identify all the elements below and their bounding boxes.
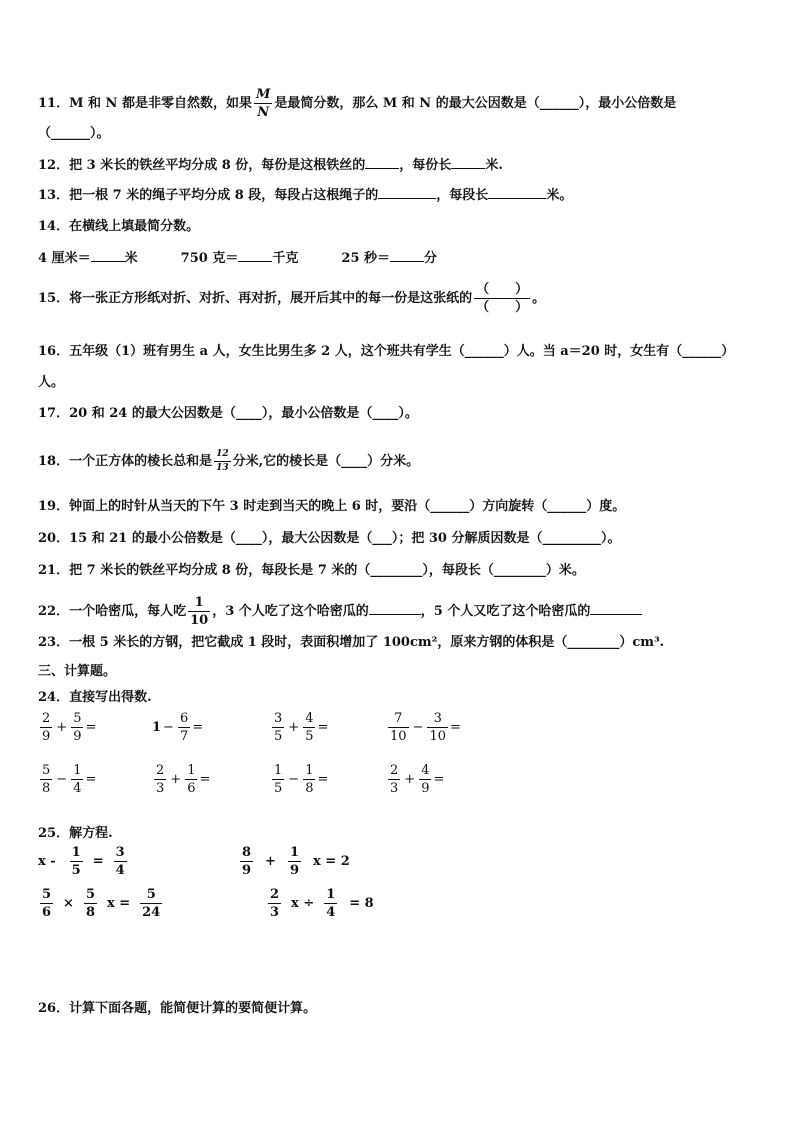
q13-text-b: ，每段长 — [436, 188, 489, 203]
denominator: 5 — [274, 781, 283, 796]
operator: + — [170, 772, 182, 787]
q11-text-b: 是最简分数，那么 M 和 N 的最大公因数是（______），最小公倍数是 — [274, 96, 677, 111]
q24-expression — [386, 764, 444, 795]
q20-text: 15 和 21 的最小公倍数是（____），最大公因数是（___）；把 30 分解质因数是（_________）。 — [69, 531, 621, 546]
q14-item1-a: 4 厘米＝ — [38, 251, 91, 266]
eq1-n1: 1 — [71, 845, 81, 860]
eq2-n2: 1 — [289, 845, 299, 860]
numerator: 6 — [179, 711, 189, 726]
q18-denominator: 13 — [216, 463, 229, 473]
operator: − — [56, 772, 68, 787]
fraction — [154, 764, 166, 795]
fraction — [388, 712, 409, 743]
question-19 — [38, 498, 625, 516]
fraction — [388, 764, 400, 795]
q16-text-a: 五年级（1）班有男生 a 人，女生比男生多 2 人，这个班共有学生（______）人。当 a＝20 时，女生有（______） — [69, 344, 735, 359]
denominator: 8 — [305, 781, 314, 796]
q20-number: 20． — [38, 531, 70, 546]
question-11 — [38, 88, 676, 119]
eq3-frac-3 — [140, 888, 162, 919]
eq2-d2: 9 — [289, 863, 299, 878]
eq3-n3: 5 — [140, 888, 162, 904]
q24-expression — [38, 764, 96, 795]
eq4-d1: 3 — [270, 905, 280, 920]
eq3-mid: x = — [107, 896, 131, 911]
whole-number: 1 — [152, 720, 162, 735]
question-20 — [38, 530, 621, 548]
q21-text: 把 7 米长的铁丝平均分成 8 份，每段长是 7 米的（________），每段长（________）米。 — [69, 563, 585, 578]
numerator: 2 — [390, 763, 399, 778]
q21-number: 21． — [38, 563, 70, 578]
eq4-n1: 2 — [270, 887, 280, 902]
numerator: 4 — [305, 711, 314, 726]
q14-blank-3[interactable] — [390, 249, 424, 262]
q14-item2-b: 千克 — [272, 251, 299, 266]
eq2-frac-2 — [288, 846, 301, 877]
q15-denominator: （ ） — [476, 300, 529, 315]
eq3-d3: 24 — [142, 905, 161, 920]
q14-item3-a: 25 秒＝ — [341, 251, 391, 266]
eq2-d1: 9 — [242, 863, 252, 878]
eq3-frac-1 — [40, 888, 53, 919]
question-12 — [38, 156, 503, 175]
operator: − — [288, 772, 300, 787]
q22-number: 22． — [38, 604, 70, 619]
eq1-frac-1 — [70, 846, 83, 877]
equals-sign[interactable]: = — [199, 772, 211, 787]
operator: + — [404, 772, 416, 787]
question-26 — [38, 1000, 316, 1018]
numerator: 5 — [73, 711, 82, 726]
q25-equation-4 — [266, 888, 374, 919]
eq1-frac-2 — [114, 846, 127, 877]
q14-blank-2[interactable] — [238, 249, 272, 262]
q15-fraction-box[interactable] — [474, 283, 530, 314]
q14-item2-a: 750 克＝ — [180, 251, 239, 266]
numerator: 1 — [187, 763, 196, 778]
eq1-d2: 4 — [115, 863, 125, 878]
fraction — [303, 712, 315, 743]
q12-text-c: 米. — [485, 158, 503, 173]
q22-blank-2[interactable] — [590, 602, 642, 615]
q17-number: 17． — [38, 406, 70, 421]
q24-expression — [270, 712, 328, 743]
denominator: 7 — [179, 729, 189, 744]
numerator: 3 — [427, 712, 448, 728]
q24-expression — [152, 712, 203, 743]
fraction — [303, 764, 315, 795]
fraction — [71, 764, 83, 795]
question-14-items — [38, 249, 437, 268]
q12-text-b: ，每份长 — [399, 158, 452, 173]
denominator: 9 — [73, 729, 82, 744]
q16-number: 16． — [38, 344, 70, 359]
question-22 — [38, 596, 642, 627]
eq1-n2: 3 — [115, 845, 125, 860]
fraction — [272, 764, 284, 795]
q11-numerator: M — [255, 87, 271, 102]
denominator: 4 — [73, 781, 82, 796]
q14-item1-b: 米 — [124, 251, 138, 266]
denominator: 3 — [156, 781, 165, 796]
eq1-equals: = — [92, 854, 104, 869]
denominator: 10 — [429, 729, 446, 744]
q13-text-c: 米。 — [546, 188, 573, 203]
q19-text: 钟面上的时针从当天的下午 3 时走到当天的晚上 6 时，要沿（______）方向旋转（______）度。 — [69, 499, 626, 514]
eq3-times: × — [63, 896, 74, 911]
section-3-heading: 三、计算题。 — [38, 664, 117, 679]
q14-blank-1[interactable] — [91, 249, 125, 262]
q11-text-c: （______）。 — [38, 126, 110, 141]
eq2-frac-1 — [240, 846, 253, 877]
q18-text-a: 一个正方体的棱长总和是 — [69, 454, 213, 469]
q15-text-b: 。 — [532, 291, 546, 306]
q14-text: 在横线上填最简分数。 — [69, 219, 200, 234]
fraction — [427, 712, 448, 743]
question-23 — [38, 634, 664, 652]
fraction — [185, 764, 197, 795]
q14-item3-b: 分 — [424, 251, 438, 266]
q11-denominator: N — [257, 105, 270, 120]
operator: − — [163, 720, 174, 735]
q24-expression — [152, 764, 210, 795]
q18-text-b: 分米,它的棱长是（____）分米。 — [232, 454, 420, 469]
numerator: 3 — [274, 711, 283, 726]
eq4-frac-2 — [324, 888, 337, 919]
denominator: 8 — [42, 781, 51, 796]
q12-blank-2[interactable] — [451, 156, 485, 169]
q25-equation-1 — [38, 846, 129, 877]
eq1-d1: 5 — [71, 863, 81, 878]
eq2-n1: 8 — [242, 845, 252, 860]
q18-fraction — [214, 450, 231, 473]
question-15 — [38, 283, 545, 314]
q22-blank-1[interactable] — [369, 602, 421, 615]
numerator: 5 — [42, 763, 51, 778]
q24-expression — [38, 712, 96, 743]
denominator: 6 — [187, 781, 196, 796]
fraction — [71, 712, 83, 743]
question-14 — [38, 218, 199, 236]
numerator: 1 — [274, 763, 283, 778]
q14-number: 14． — [38, 219, 70, 234]
eq3-d1: 6 — [42, 905, 52, 920]
fraction — [40, 764, 52, 795]
equals-sign[interactable]: = — [317, 772, 329, 787]
question-17 — [38, 405, 418, 423]
question-13 — [38, 186, 572, 205]
eq3-d2: 8 — [85, 905, 95, 920]
eq3-frac-2 — [84, 888, 97, 919]
q24-expression — [386, 712, 461, 743]
denominator: 3 — [390, 781, 399, 796]
numerator: 4 — [421, 763, 430, 778]
eq1-x: x - — [38, 854, 56, 869]
denominator: 9 — [42, 729, 51, 744]
equals-sign[interactable]: = — [450, 720, 461, 735]
equals-sign[interactable]: = — [85, 772, 97, 787]
q13-blank-1[interactable] — [378, 186, 436, 199]
denominator: 10 — [390, 729, 407, 744]
q12-number: 12． — [38, 158, 70, 173]
fraction — [272, 712, 284, 743]
equals-sign[interactable]: = — [317, 720, 329, 735]
q22-text-b: ，3 个人吃了这个哈密瓜的 — [212, 604, 369, 619]
question-16 — [38, 343, 734, 361]
q18-number: 18． — [38, 454, 70, 469]
q11-fraction — [254, 88, 272, 119]
eq2-plus: + — [265, 854, 276, 869]
q22-denominator: 10 — [190, 613, 209, 628]
eq4-tail: = 8 — [349, 896, 374, 911]
eq4-d2: 4 — [326, 905, 336, 920]
question-21 — [38, 562, 585, 580]
operator: − — [412, 720, 424, 735]
q22-numerator: 1 — [188, 596, 210, 612]
q24-expression — [270, 764, 328, 795]
operator: + — [56, 720, 68, 735]
eq2-tail: x = 2 — [313, 854, 350, 869]
operator: + — [288, 720, 300, 735]
q13-number: 13． — [38, 188, 70, 203]
question-18 — [38, 450, 419, 473]
eq3-n2: 5 — [85, 887, 95, 902]
denominator: 5 — [274, 729, 283, 744]
numerator: 2 — [156, 763, 165, 778]
numerator: 1 — [305, 763, 314, 778]
q13-blank-2[interactable] — [488, 186, 546, 199]
eq3-n1: 5 — [42, 887, 52, 902]
equals-sign[interactable]: = — [192, 720, 204, 735]
q15-text-a: 将一张正方形纸对折、对折、再对折，展开后其中的每一份是这张纸的 — [69, 291, 473, 306]
q24-title: 24．直接写出得数. — [38, 690, 152, 705]
q26-text: 计算下面各题，能简便计算的要简便计算。 — [69, 1001, 317, 1016]
q26-number: 26． — [38, 1001, 70, 1016]
q23-text: 一根 5 米长的方钢，把它截成 1 段时，表面积增加了 100cm²，原来方钢的体积是（________）cm³. — [69, 635, 665, 650]
equals-sign[interactable]: = — [85, 720, 97, 735]
question-11-cont — [38, 125, 110, 143]
q22-text-c: ，5 个人又吃了这个哈密瓜的 — [420, 604, 591, 619]
equals-sign[interactable]: = — [433, 772, 445, 787]
q12-blank-1[interactable] — [365, 156, 399, 169]
q25-title: 25．解方程. — [38, 826, 113, 841]
q15-number: 15． — [38, 291, 70, 306]
q22-fraction — [188, 596, 210, 627]
numerator: 1 — [73, 763, 82, 778]
numerator: 7 — [388, 712, 409, 728]
q18-numerator: 12 — [214, 450, 231, 462]
numerator: 2 — [42, 711, 51, 726]
fraction — [40, 712, 52, 743]
q12-text-a: 把 3 米长的铁丝平均分成 8 份，每份是这根铁丝的 — [69, 158, 366, 173]
q22-text-a: 一个哈密瓜，每人吃 — [69, 604, 187, 619]
eq4-n2: 1 — [326, 887, 336, 902]
q25-equation-2 — [238, 846, 350, 877]
q11-text-a: M 和 N 都是非零自然数，如果 — [69, 96, 252, 111]
q25-equation-3 — [38, 888, 164, 919]
q11-number: 11． — [38, 96, 70, 111]
eq4-frac-1 — [268, 888, 281, 919]
q13-text-a: 把一根 7 米的绳子平均分成 8 段，每段占这根绳子的 — [69, 188, 379, 203]
q23-number: 23． — [38, 635, 70, 650]
q17-text: 20 和 24 的最大公因数是（____），最小公倍数是（____）。 — [69, 406, 418, 421]
q15-numerator: （ ） — [476, 282, 529, 297]
eq4-div: x ÷ — [291, 896, 315, 911]
denominator: 9 — [421, 781, 430, 796]
fraction — [178, 712, 190, 743]
q19-number: 19． — [38, 499, 70, 514]
q16-text-c: 人。 — [38, 375, 65, 390]
denominator: 5 — [305, 729, 314, 744]
fraction — [419, 764, 431, 795]
question-16-cont — [38, 374, 64, 392]
